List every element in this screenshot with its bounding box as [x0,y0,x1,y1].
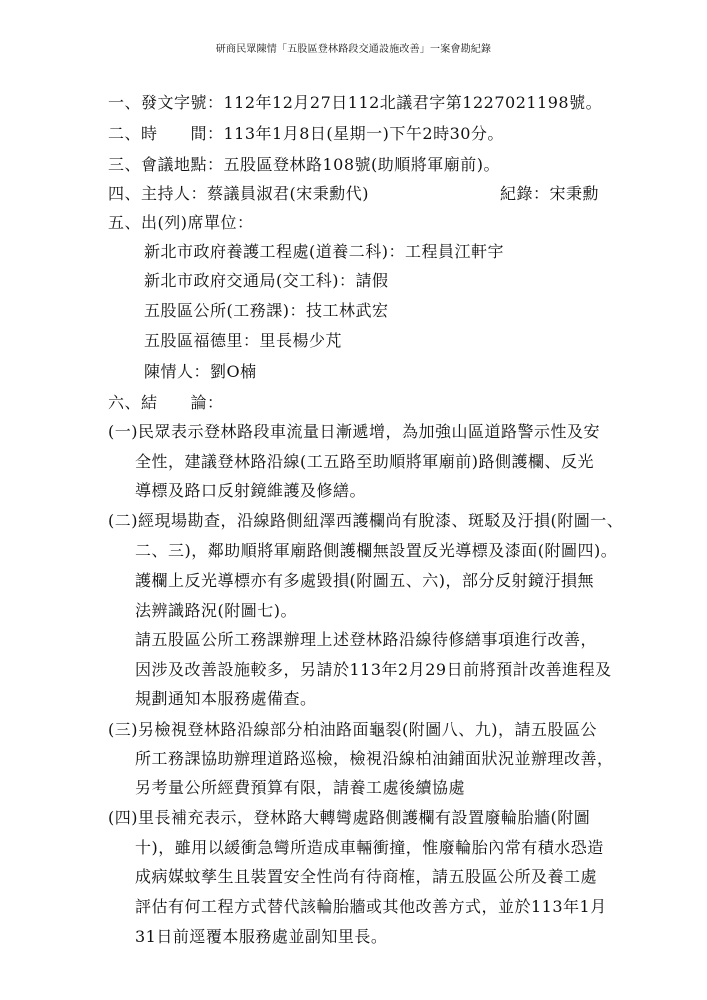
attendee-item: 五股區公所(工務課)：技工林武宏 [144,301,389,320]
conclusion-line: (二)經現場勘查，沿線路側紐澤西護欄尚有脫漆、斑駁及汙損(附圖一、 [108,511,624,530]
conclusion-line: (三)另檢視登林路沿線部分柏油路面龜裂(附圖八、九)，請五股區公 [108,720,597,739]
recorder-line: 紀錄：宋秉勳 [500,184,600,203]
conclusion-line: (四)里長補充表示，登林路大轉彎處路側護欄有設置廢輪胎牆(附圖 [108,808,591,827]
attendees-heading: 五、出(列)席單位： [108,213,254,232]
attendee-item: 新北市政府養護工程處(道養二科)：工程員江軒宇 [144,242,504,261]
conclusion-line: 因涉及改善設施較多，另請於113年2月29日前將預計改善進程及 [135,660,612,679]
conclusion-line: 另考量公所經費預算有限，請養工處後續協處 [135,778,466,797]
conclusion-line: (一)民眾表示登林路段車流量日漸遞增，為加強山區道路警示性及安 [108,422,600,441]
meeting-time-line: 二、時 間：113年1月8日(星期一)下午2時30分。 [108,124,504,143]
conclusion-line: 法辨識路況(附圖七)。 [135,601,297,620]
conclusion-line: 二、三)，鄰助順將軍廟路側護欄無設置反光導標及漆面(附圖四)。 [135,541,618,560]
attendee-item: 陳情人：劉O楠 [144,362,257,381]
conclusion-line: 十)，雖用以緩衝急彎所造成車輛衝撞，惟廢輪胎內常有積水恐造 [135,838,604,857]
conclusion-line: 護欄上反光導標亦有多處毀損(附圖五、六)，部分反射鏡汙損無 [135,571,594,590]
host-line: 四、主持人：蔡議員淑君(宋秉勳代) [108,184,369,203]
conclusion-line: 評估有何工程方式替代該輪胎牆或其他改善方式，並於113年1月 [135,897,607,916]
conclusion-line: 導標及路口反射鏡維護及修繕。 [135,481,367,500]
conclusion-heading: 六、結 論： [108,393,224,412]
conclusion-line: 成病媒蚊孳生且裝置安全性尚有待商榷，請五股區公所及養工處 [135,867,598,886]
conclusion-line: 31日前逕覆本服務處並副知里長。 [135,927,388,946]
attendee-item: 新北市政府交通局(交工科)：請假 [144,271,389,290]
document-title: 研商民眾陳情「五股區登林路段交通設施改善」一案會勘紀錄 [215,44,492,55]
conclusion-line: 全性，建議登林路沿線(工五路至助順將軍廟前)路側護欄、反光 [135,452,594,471]
conclusion-line: 所工務課協助辦理道路巡檢，檢視沿線柏油鋪面狀況並辦理改善， [135,749,614,768]
conclusion-line: 請五股區公所工務課辦理上述登林路沿線待修繕事項進行改善， [135,630,598,649]
conclusion-line: 規劃通知本服務處備查。 [135,689,317,708]
issue-number-line: 一、發文字號：112年12月27日112北議君字第1227021198號。 [108,93,603,112]
meeting-location-line: 三、會議地點：五股區登林路108號(助順將軍廟前)。 [108,155,501,174]
attendee-item: 五股區福德里：里長楊少芃 [144,331,343,350]
